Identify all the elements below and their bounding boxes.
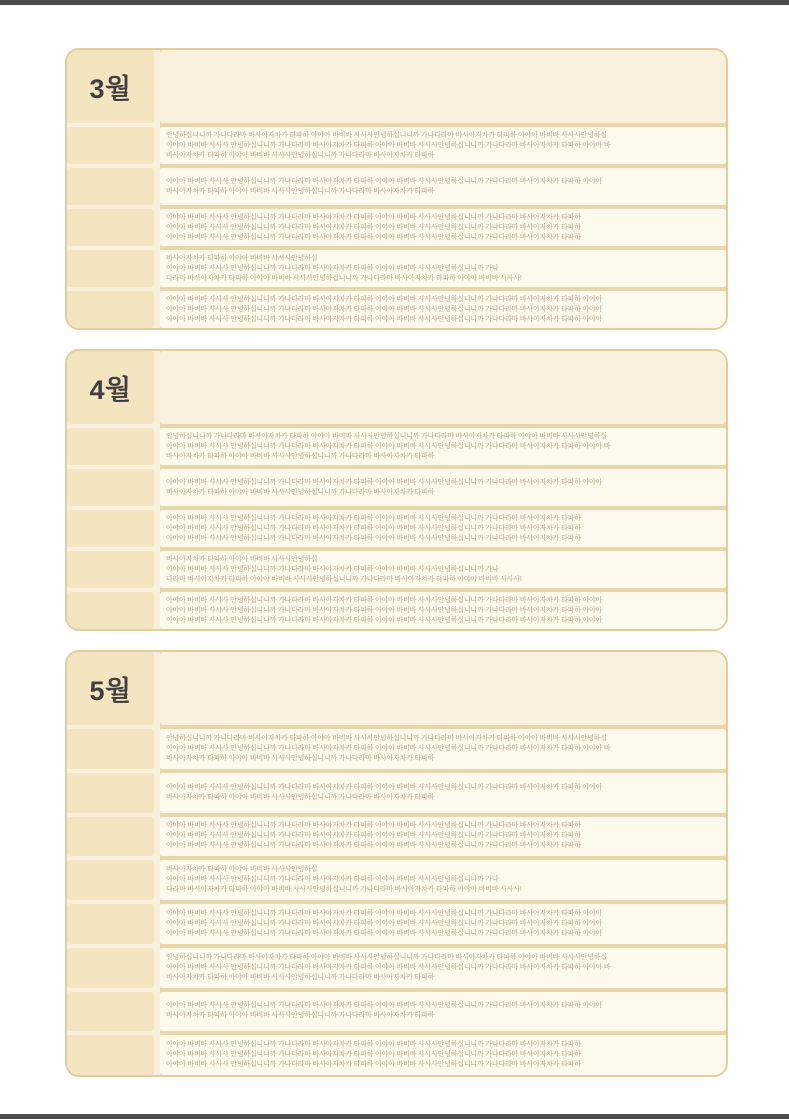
row-label-cell <box>67 551 154 588</box>
row-text-line: 아야아 바비바 사사사 안녕하십니니까 가나다라마 바사아자차카 타파하 아야아 바비바 사사사안녕하십니니까 가나 <box>166 565 499 573</box>
row-label-cell <box>67 729 154 769</box>
month-card <box>65 48 728 330</box>
header-note-cell <box>160 50 726 123</box>
row-label-cell <box>67 1035 154 1075</box>
row-text-line: 아야아 바비바 사사사 안녕하십니니까 가나다라마 바사아자차카 타파하 아야아 바비바 사사사안녕하십니니까 가나다라마 바사아자차카 타파하 아야아 <box>166 783 603 791</box>
row-text-line: 아야아 바비바 사사사 안녕하십니니까 가나다라마 바사아자차카 타파하 아야아 바비바 사사사안녕하십니니까 가나 <box>166 876 499 884</box>
row-content-cell <box>160 992 726 1032</box>
row-label-cell <box>67 860 154 900</box>
row-text-line: 안녕하십니니까 가나다라마 바사아자차카 타파하 아야아 바비바 사사사안녕하십니니까 가나다라마 바사아자차카 타파하 아야아 바비바 사사사안녕하십 <box>166 131 607 139</box>
row-content-cell <box>160 773 726 813</box>
row-label-cell <box>67 948 154 988</box>
row-label-cell <box>67 250 154 287</box>
month-label: 3월 <box>89 74 132 104</box>
month-label: 5월 <box>89 676 132 706</box>
row-text-line: 아야아 바비바 사사사 안녕하십니니까 가나다라마 바사아자차카 타파하 아야아 바비바 사사사안녕하십니니까 가나다라마 바사아자차카 타파하 아야아 <box>166 295 603 303</box>
row-text-line: 바사아자차카 타파하 아야아 바비바 사사사안녕하십니니까 가나다라마 바사아자차카 타파하 <box>166 973 435 981</box>
content-column <box>160 50 726 328</box>
row-text-line: 아야아 바비바 사사사 안녕하십니니까 가나다라마 바사아자차카 타파하 아야아 바비바 사사사안녕하십니니까 가나다라마 바사아자차카 타파하 아야아 <box>166 919 603 927</box>
row-label-column <box>67 351 154 629</box>
row-text-line: 안녕하십니니까 가나다라마 바사아자차카 타파하 아야아 바비바 사사사안녕하십니니까 가나다라마 바사아자차카 타파하 아야아 바비바 사사사안녕하십 <box>166 432 607 440</box>
row-content-cell <box>160 510 726 547</box>
row-text-line: 아야아 바비바 사사사 안녕하십니니까 가나다라마 바사아자차카 타파하 아야아 바비바 사사사안녕하십니니까 가나다라마 바사아자차카 타파하 <box>166 1061 581 1069</box>
monthly-schedule-cards <box>65 48 728 1077</box>
month-label-cell <box>67 351 154 424</box>
row-text-line: 바사아자차카 타파하 아야아 바비바 사사사안녕하십니니까 가나다라마 바사아자차카 타파하 <box>166 793 435 801</box>
row-text-line: 아야아 바비바 사사사 안녕하십니니까 가나다라마 바사아자차카 타파하 아야아 바비바 사사사안녕하십니니까 가나다라마 바사아자차카 타파하 <box>166 842 581 850</box>
row-text-line: 아야아 바비바 사사사 안녕하십니니까 가나다라마 바사아자차카 타파하 아야아 바비바 사사사안녕하십니니까 가나다라마 바사아자차카 타파하 <box>166 213 581 221</box>
window-bottom-edge <box>0 1114 789 1119</box>
row-content-cell <box>160 209 726 246</box>
row-content-cell <box>160 168 726 205</box>
month-label-cell <box>67 50 154 123</box>
row-label-cell <box>67 992 154 1032</box>
row-text-line: 안녕하십니니까 가나다라마 바사아자차카 타파하 아야아 바비바 사사사안녕하십니니까 가나다라마 바사아자차카 타파하 아야아 바비바 사사사안녕하십 <box>166 953 607 961</box>
row-text-line: 바사아자차카 타파하 아야아 바비바 사사사안녕하십니니까 가나다라마 바사아자차카 타파하 <box>166 488 435 496</box>
row-text-line: 아야아 바비바 사사사 안녕하십니니까 가나다라마 바사아자차카 타파하 아야아 바비바 사사사안녕하십니니까 가나다라마 바사아자차카 타파하 <box>166 524 581 532</box>
row-text-line: 아야아 바비바 사사사 안녕하십니니까 가나다라마 바사아자차카 타파하 아야아 바비바 사사사안녕하십니니까 가나다라마 바사아자차카 타파하 아야아 바 <box>166 442 611 450</box>
row-content-cell <box>160 1035 726 1075</box>
row-text-line: 아야아 바비바 사사사 안녕하십니니까 가나다라마 바사아자차카 타파하 아야아 바비바 사사사안녕하십니니까 가나다라마 바사아자차카 타파하 아야아 <box>166 1002 603 1010</box>
month-label: 4월 <box>89 375 132 405</box>
row-text-line: 아야아 바비바 사사사 안녕하십니니까 가나다라마 바사아자차카 타파하 아야아 바비바 사사사안녕하십니니까 가나다라마 바사아자차카 타파하 <box>166 832 581 840</box>
row-content-cell <box>160 860 726 900</box>
row-text-line: 아야아 바비바 사사사 안녕하십니니까 가나다라마 바사아자차카 타파하 아야아 바비바 사사사안녕하십니니까 가나다라마 바사아자차카 타파하 아야아 바 <box>166 141 611 149</box>
row-text-line: 바사아자차카 타파하 아야아 바비바 사사사안녕하십니니까 가나다라마 바사아자차카 타파하 <box>166 187 435 195</box>
content-column <box>160 652 726 1075</box>
row-label-cell <box>67 168 154 205</box>
row-text-line: 아야아 바비바 사사사 안녕하십니니까 가나다라마 바사아자차카 타파하 아야아 바비바 사사사안녕하십니니까 가나다라마 바사아자차카 타파하 <box>166 233 581 241</box>
row-content-cell <box>160 729 726 769</box>
row-content-cell <box>160 551 726 588</box>
row-text-line: 아야아 바비바 사사사 안녕하십니니까 가나다라마 바사아자차카 타파하 아야아 바비바 사사사안녕하십니니까 가나다라마 바사아자차카 타파하 아야아 <box>166 177 603 185</box>
row-label-cell <box>67 773 154 813</box>
row-text-line: 아야아 바비바 사사사 안녕하십니니까 가나다라마 바사아자차카 타파하 아야아 바비바 사사사안녕하십니니까 가나다라마 바사아자차카 타파하 아야아 <box>166 305 603 313</box>
row-content-cell <box>160 592 726 629</box>
row-label-cell <box>67 817 154 857</box>
row-text-line: 아야아 바비바 사사사 안녕하십니니까 가나다라마 바사아자차카 타파하 아야아 바비바 사사사안녕하십니니까 가나다라마 바사아자차카 타파하 아야아 <box>166 616 603 624</box>
row-text-line: 아야아 바비바 사사사 안녕하십니니까 가나다라마 바사아자차카 타파하 아야아 바비바 사사사안녕하십니니까 가나다라마 바사아자차카 타파하 <box>166 223 581 231</box>
row-text-line: 바사아자차카 타파하 아야아 바비바 사사사안녕하십 <box>166 866 318 874</box>
row-text-line: 바사아자차카 타파하 아야아 바비바 사사사안녕하십니니까 가나다라마 바사아자차카 타파하 <box>166 1012 435 1020</box>
month-label-cell <box>67 652 154 725</box>
row-text-line: 다라마 바사아자차카 타파하 아야아 바비바 사사사안녕하십니니까 가나다라마 바사아자차카 타파하 아야아 바비바 사사사! <box>166 886 522 894</box>
row-text-line: 바사아자차카 타파하 아야아 바비바 사사사안녕하십 <box>166 555 318 563</box>
window-top-edge <box>0 0 789 5</box>
month-card <box>65 349 728 631</box>
row-label-cell <box>67 469 154 506</box>
row-content-cell <box>160 904 726 944</box>
row-label-column <box>67 50 154 328</box>
row-text-line: 다라마 바사아자차카 타파하 아야아 바비바 사사사안녕하십니니까 가나다라마 바사아자차카 타파하 아야아 바비바 사사사! <box>166 575 522 583</box>
row-content-cell <box>160 291 726 328</box>
row-text-line: 바사아자차카 타파하 아야아 바비바 사사사안녕하십니니까 가나다라마 바사아자차카 타파하 <box>166 151 435 159</box>
header-note-cell <box>160 652 726 725</box>
row-label-cell <box>67 904 154 944</box>
row-text-line: 아야아 바비바 사사사 안녕하십니니까 가나다라마 바사아자차카 타파하 아야아 바비바 사사사안녕하십니니까 가나다라마 바사아자차카 타파하 아야아 <box>166 909 603 917</box>
row-text-line: 다라마 바사아자차카 타파하 아야아 바비바 사사사안녕하십니니까 가나다라마 바사아자차카 타파하 아야아 바비바 사사사! <box>166 274 522 282</box>
row-text-line: 아야아 바비바 사사사 안녕하십니니까 가나다라마 바사아자차카 타파하 아야아 바비바 사사사안녕하십니니까 가나다라마 바사아자차카 타파하 <box>166 1041 581 1049</box>
row-text-line: 아야아 바비바 사사사 안녕하십니니까 가나다라마 바사아자차카 타파하 아야아 바비바 사사사안녕하십니니까 가나 <box>166 264 499 272</box>
row-text-line: 바사아자차카 타파하 아야아 바비바 사사사안녕하십니니까 가나다라마 바사아자차카 타파하 <box>166 754 435 762</box>
row-label-cell <box>67 510 154 547</box>
row-text-line: 아야아 바비바 사사사 안녕하십니니까 가나다라마 바사아자차카 타파하 아야아 바비바 사사사안녕하십니니까 가나다라마 바사아자차카 타파하 아야아 <box>166 478 603 486</box>
row-label-cell <box>67 127 154 164</box>
row-text-line: 바사아자차카 타파하 아야아 바비바 사사사안녕하십 <box>166 254 318 262</box>
row-text-line: 바사아자차카 타파하 아야아 바비바 사사사안녕하십니니까 가나다라마 바사아자차카 타파하 <box>166 452 435 460</box>
row-text-line: 아야아 바비바 사사사 안녕하십니니까 가나다라마 바사아자차카 타파하 아야아 바비바 사사사안녕하십니니까 가나다라마 바사아자차카 타파하 아야아 바 <box>166 963 611 971</box>
row-label-cell <box>67 428 154 465</box>
row-label-column <box>67 652 154 1075</box>
row-text-line: 안녕하십니니까 가나다라마 바사아자차카 타파하 아야아 바비바 사사사안녕하십니니까 가나다라마 바사아자차카 타파하 아야아 바비바 사사사안녕하십 <box>166 734 607 742</box>
row-text-line: 아야아 바비바 사사사 안녕하십니니까 가나다라마 바사아자차카 타파하 아야아 바비바 사사사안녕하십니니까 가나다라마 바사아자차카 타파하 아야아 <box>166 929 603 937</box>
row-text-line: 아야아 바비바 사사사 안녕하십니니까 가나다라마 바사아자차카 타파하 아야아 바비바 사사사안녕하십니니까 가나다라마 바사아자차카 타파하 아야아 <box>166 315 603 323</box>
row-text-line: 아야아 바비바 사사사 안녕하십니니까 가나다라마 바사아자차카 타파하 아야아 바비바 사사사안녕하십니니까 가나다라마 바사아자차카 타파하 <box>166 534 581 542</box>
row-text-line: 아야아 바비바 사사사 안녕하십니니까 가나다라마 바사아자차카 타파하 아야아 바비바 사사사안녕하십니니까 가나다라마 바사아자차카 타파하 아야아 바 <box>166 744 611 752</box>
row-text-line: 아야아 바비바 사사사 안녕하십니니까 가나다라마 바사아자차카 타파하 아야아 바비바 사사사안녕하십니니까 가나다라마 바사아자차카 타파하 <box>166 514 581 522</box>
row-content-cell <box>160 250 726 287</box>
row-content-cell <box>160 469 726 506</box>
row-label-cell <box>67 291 154 328</box>
row-content-cell <box>160 817 726 857</box>
row-content-cell <box>160 127 726 164</box>
month-card <box>65 650 728 1077</box>
header-note-cell <box>160 351 726 424</box>
row-content-cell <box>160 428 726 465</box>
row-text-line: 아야아 바비바 사사사 안녕하십니니까 가나다라마 바사아자차카 타파하 아야아 바비바 사사사안녕하십니니까 가나다라마 바사아자차카 타파하 <box>166 822 581 830</box>
row-label-cell <box>67 592 154 629</box>
row-text-line: 아야아 바비바 사사사 안녕하십니니까 가나다라마 바사아자차카 타파하 아야아 바비바 사사사안녕하십니니까 가나다라마 바사아자차카 타파하 아야아 <box>166 606 603 614</box>
row-text-line: 아야아 바비바 사사사 안녕하십니니까 가나다라마 바사아자차카 타파하 아야아 바비바 사사사안녕하십니니까 가나다라마 바사아자차카 타파하 아야아 <box>166 596 603 604</box>
content-column <box>160 351 726 629</box>
row-label-cell <box>67 209 154 246</box>
row-content-cell <box>160 948 726 988</box>
row-text-line: 아야아 바비바 사사사 안녕하십니니까 가나다라마 바사아자차카 타파하 아야아 바비바 사사사안녕하십니니까 가나다라마 바사아자차카 타파하 <box>166 1051 581 1059</box>
